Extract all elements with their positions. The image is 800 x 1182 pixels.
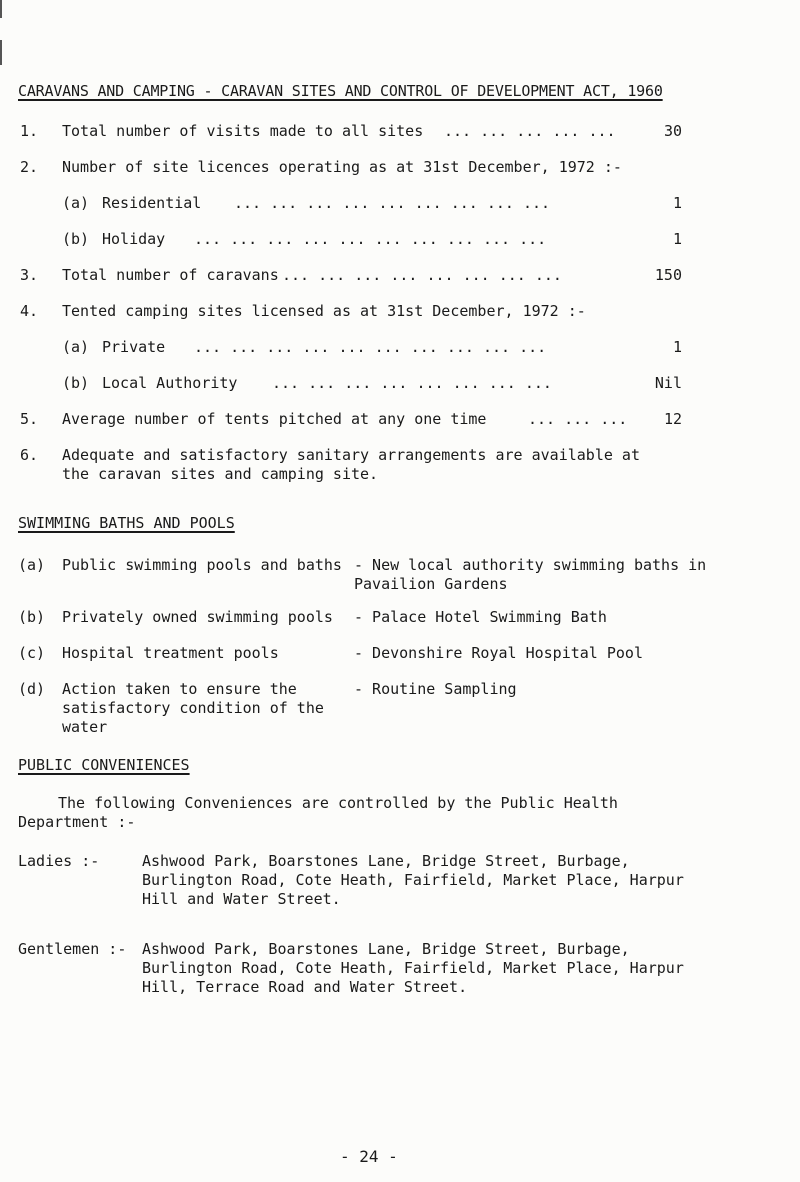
leader-dots: ... ... ... ... ... ... ... ... <box>282 266 562 284</box>
row-label: (c) <box>18 644 46 662</box>
row-value: - Palace Hotel Swimming Bath <box>354 608 607 626</box>
leader-dots: ... ... ... ... ... ... ... ... ... ... <box>194 230 547 248</box>
item-value: 1 <box>672 230 682 248</box>
item-value: 30 <box>663 122 682 140</box>
leader-dots: ... ... ... ... ... <box>444 122 616 140</box>
conveniences-intro: The following Conveniences are controlled by the Public Health Department :- <box>18 794 618 831</box>
leader-dots: ... ... ... <box>528 410 628 428</box>
conveniences-heading: PUBLIC CONVENIENCES <box>18 756 190 774</box>
item-value: 12 <box>663 410 682 428</box>
item-number: 3. <box>20 266 39 284</box>
caravans-heading: CARAVANS AND CAMPING - CARAVAN SITES AND CONTROL OF DEVELOPMENT ACT, 1960 <box>18 82 663 100</box>
item-text: Private <box>102 338 166 356</box>
row-label: (a) <box>18 556 46 574</box>
gentlemen-label: Gentlemen :- <box>18 940 127 958</box>
item-text: Total number of caravans <box>62 266 279 284</box>
swimming-heading: SWIMMING BATHS AND POOLS <box>18 514 235 532</box>
ladies-label: Ladies :- <box>18 852 100 870</box>
item-text: Local Authority <box>102 374 238 392</box>
item-text: Tented camping sites licensed as at 31st December, 1972 :- <box>62 302 586 320</box>
leader-dots: ... ... ... ... ... ... ... ... <box>272 374 552 392</box>
row-label: (b) <box>18 608 46 626</box>
subitem-label: (a) <box>62 194 90 212</box>
scan-edge-mark <box>0 0 2 18</box>
leader-dots: ... ... ... ... ... ... ... ... ... ... <box>194 338 547 356</box>
item-text: Average number of tents pitched at any one time <box>62 410 487 428</box>
item-number: 1. <box>20 122 39 140</box>
item-text: Total number of visits made to all sites <box>62 122 424 140</box>
subitem-label: (b) <box>62 230 90 248</box>
row-value: - Routine Sampling <box>354 680 517 698</box>
leader-dots: ... ... ... ... ... ... ... ... ... <box>234 194 551 212</box>
gentlemen-locations: Ashwood Park, Boarstones Lane, Bridge Street, Burbage, Burlington Road, Cote Heath, Fairfield, Market Place, Harpur Hill, Terrace Road and Water Street. <box>142 940 684 996</box>
row-value: - New local authority swimming baths in Pavailion Gardens <box>354 556 707 593</box>
item-text: Number of site licences operating as at 31st December, 1972 :- <box>62 158 622 176</box>
item-text: Residential <box>102 194 202 212</box>
item-value: 150 <box>654 266 682 284</box>
item-number: 6. <box>20 446 39 464</box>
page-number: - 24 - <box>340 1147 398 1166</box>
row-label: (d) <box>18 680 46 698</box>
subitem-label: (a) <box>62 338 90 356</box>
item-value: 1 <box>672 194 682 212</box>
subitem-label: (b) <box>62 374 90 392</box>
item-text: Adequate and satisfactory sanitary arrangements are available at the caravan sites and camping site. <box>62 446 640 483</box>
item-value: Nil <box>654 374 682 392</box>
item-text: Holiday <box>102 230 166 248</box>
row-text: Privately owned swimming pools <box>62 608 333 626</box>
scan-edge-mark <box>0 40 2 65</box>
row-text: Action taken to ensure the satisfactory condition of the water <box>62 680 324 736</box>
row-value: - Devonshire Royal Hospital Pool <box>354 644 643 662</box>
ladies-locations: Ashwood Park, Boarstones Lane, Bridge Street, Burbage, Burlington Road, Cote Heath, Fairfield, Market Place, Harpur Hill and Water Street. <box>142 852 684 908</box>
item-value: 1 <box>672 338 682 356</box>
item-number: 4. <box>20 302 39 320</box>
item-number: 5. <box>20 410 39 428</box>
row-text: Hospital treatment pools <box>62 644 279 662</box>
row-text: Public swimming pools and baths <box>62 556 342 574</box>
item-number: 2. <box>20 158 39 176</box>
